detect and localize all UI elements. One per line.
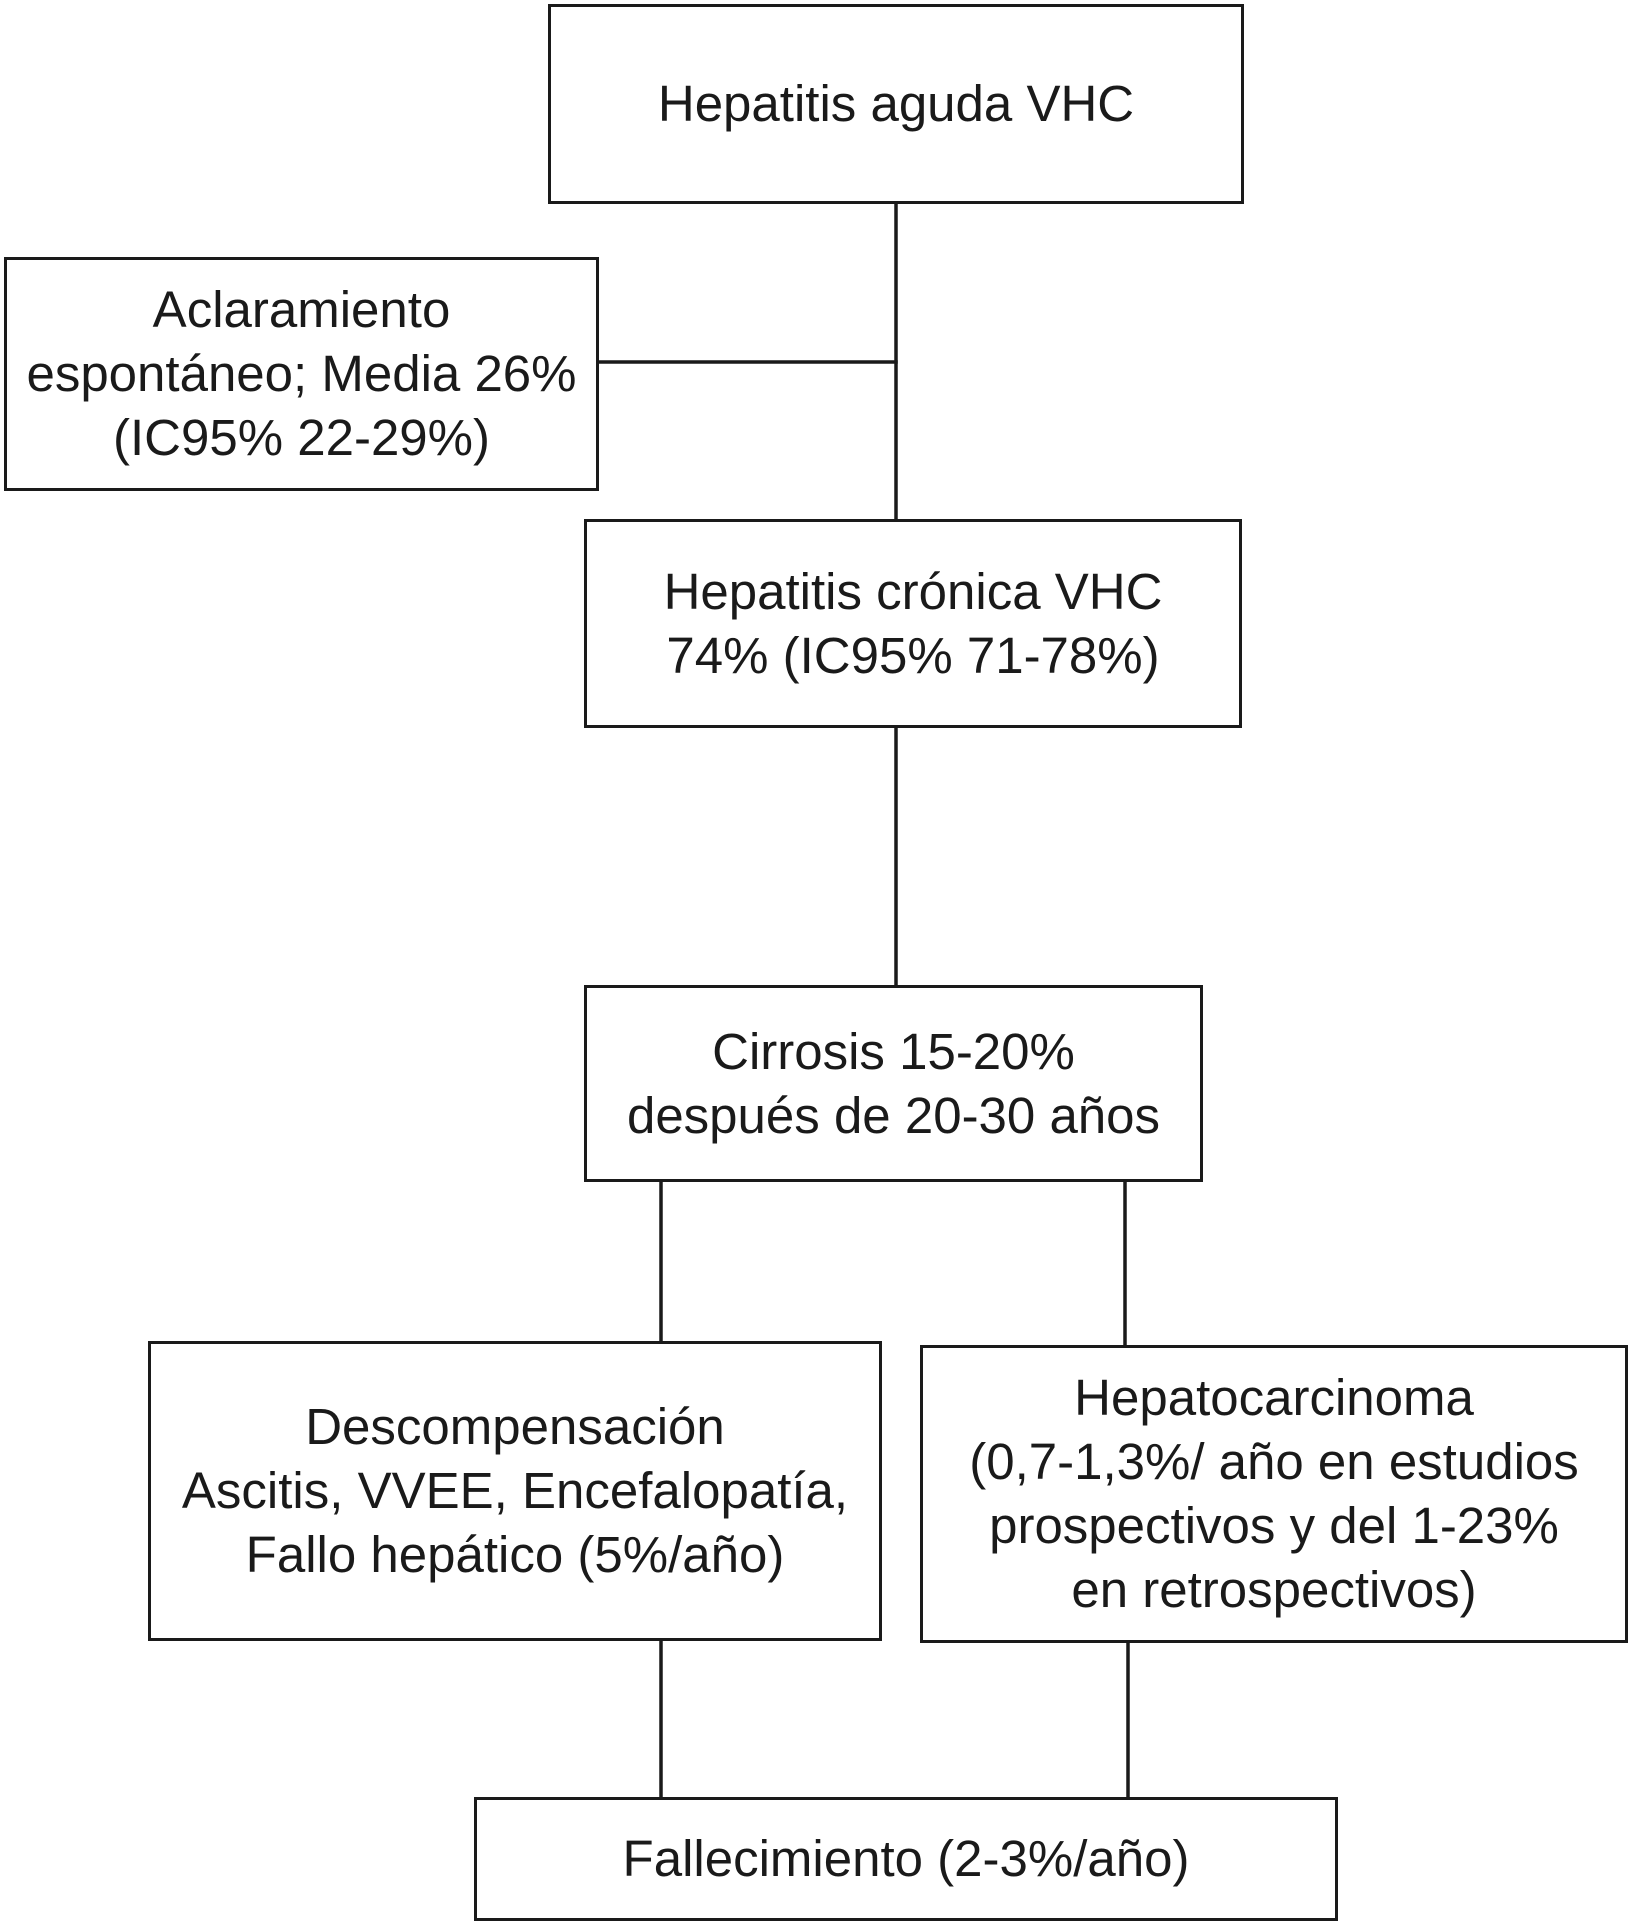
node-text-line: (IC95% 22-29%) [113,409,490,466]
node-text-line: Descompensación [305,1398,725,1455]
node-text-line: 74% (IC95% 71-78%) [666,626,1160,684]
node-text-line: espontáneo; Media 26% [26,345,577,402]
node-text-line: en retrospectivos) [1071,1561,1477,1618]
node-hepatocarcinoma [920,1345,1628,1643]
node-cirrhosis [584,985,1203,1182]
node-decompensation [148,1341,882,1641]
node-acute-hepatitis [548,4,1244,204]
node-death [474,1797,1338,1921]
node-spontaneous-clearance [4,257,599,491]
node-text-line: Fallecimiento (2-3%/año) [622,1830,1190,1887]
node-text-line: Aclaramiento [152,281,451,338]
node-chronic-hepatitis [584,519,1242,728]
node-text-line: Ascitis, VVEE, Encefalopatía, [181,1462,849,1519]
node-text-line: Hepatitis aguda VHC [657,75,1135,132]
node-text-line: (0,7-1,3%/ año en estudios [969,1433,1579,1490]
node-text-line: Fallo hepático (5%/año) [245,1526,785,1583]
node-text-line: Cirrosis 15-20% [712,1022,1075,1080]
node-text-line: Hepatocarcinoma [1074,1369,1474,1426]
node-text-line: Hepatitis crónica VHC [663,562,1163,620]
node-text-line: después de 20-30 años [626,1086,1161,1144]
node-text-line: prospectivos y del 1-23% [989,1497,1559,1554]
